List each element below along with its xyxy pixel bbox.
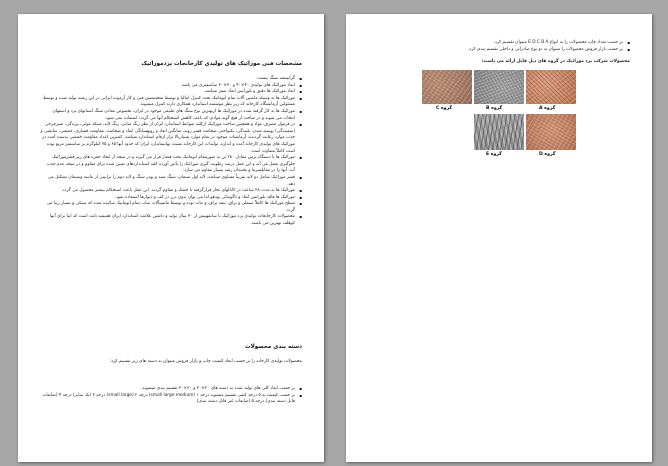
sample-caption-a: گروه A (539, 106, 556, 111)
spec-item: ▪ گرانیتشه سنگ نیست. (40, 76, 302, 83)
granite-sample-e (474, 114, 524, 150)
granite-sample-a (526, 70, 576, 104)
section-list (40, 386, 302, 406)
spec-item: ▪ موزائیک ها فاقد تلورانس ابعاد و تاگونیائی بودهو لذا می توان بدون درز در کف و دیوارها استفاده نمود. (40, 195, 302, 202)
print-type-list (368, 40, 630, 53)
spec-item: ▪ موزائیک ها به وسیله ماشین آلات تمام اتوماتیک تحت کنترل ایتالیا و توسط متخصصین فنی و کار آزموده ایرانی در این رشته تولید شده و توسط مسئولین آزمایشگاه کارخانه که زیر نظر موسسه استاندارد همکاری دارند کنترل میشوند. (40, 96, 302, 109)
print-type-item: ▪ بر حسب بازار فروش محصولات را میتوان به دو نوع صادراتی و داخلی تقسیم بندی کرد. (368, 47, 630, 54)
sample-caption-d: گروه D (539, 152, 556, 157)
groups-intro: محصولات شرکت یزد موزائیک در گروه های ذیل قابل ارائه می باشند: (481, 59, 630, 64)
print-type-item: ▪ بر حسب تعداد چاپ محصولات را به انواع E D C B A میتوان تقسیم کرد. (368, 40, 630, 47)
spec-item: ▪ سطح موزائیک ها کاملاً صیقلی و براق، نیمه براق، و مات بوده و توسط ماشینآلات ساب تمام اتوماتیک سائیده شده که سبکی و بسیار زیبا می گردد. (40, 201, 302, 214)
sample-caption-b: گروه B (486, 106, 503, 111)
sample-caption-e: گروه E (486, 152, 502, 157)
spec-list (40, 76, 302, 228)
granite-sample-d (526, 114, 576, 150)
spec-item: ▪ موزائیک ها به مدت ۲۸ ساعت در کانالهای بخار قرارگرفته تا خشک و مقاوم گردند. این عمل باعث استحکام بیشتر محصول می گردد. (40, 188, 302, 195)
section-title: دسته بندی محصولات (245, 344, 302, 350)
section-intro: محصولات تولیدی کارخانه را بر حسب ابعاد کیفیت چاپ و بازار فروش میتوان به دسته های زیر تقسیم کرد: (109, 359, 302, 364)
granite-sample-c (422, 70, 472, 104)
spec-item: ▪ قشر موزائیک شامل دو لایه تقریباً مساوی میباشد، لایه اول سیمان، سنگ شبه و پودر سنگ و لایه دوم را تراپینی از ماسه وسیمان تشکیل می دهد. (40, 175, 302, 188)
spec-item: ▪ محصولات کارخانجات تولیدی یزد موزائیک با سابقهبیش از ۳۰ سال تولید و داشتن علامت استاندارد ایران همیشه ثابت است که اینا برای آنها کوهلف بهترین می باشند. (40, 214, 302, 227)
document-page-right (346, 14, 652, 462)
spec-item: ▪ موزائیک ها با دستگاه پرس معادل ۲۸۰ تن به صورتتمام اتوماتیک تحت فشار قرار می گیرند و در نتیجه از ایجاد حفره های زیر قشرموزائیک جلوگیری بعمل می آید و این عمل درصد رطوبت گیری موزائیک را پائین آورده کلیه استانداردهای تعیین شده برای مقاوم و در نتیجه عدم جذب آب، آنها را در مقابلسرما و یخبندان رشد بسیار مقاوم می سازد. (40, 155, 302, 175)
document-page-left (18, 14, 324, 462)
spec-item: ▪ ابعاد موزائیک های تولیدی ۴۰×۴۰ و ۳۰×۳۰ سانتیمتری می باشد. (40, 83, 302, 90)
spec-title: مشخصات فنی موزائیک های تولیدی کارخانجات یزدموزائیک (141, 61, 302, 67)
section-item: ▪ بر حسب کیفیت به ۵ درجه کیفی تقسیم میشوند درجه ۱ (small large medium) درجه ۲ (small large) درجه ۳ (تک سایز) درجه ۴ (ضایعات قابل دسته بندی) درجه ۵ (ضایعات غیر قابل دسته بندی). (40, 393, 302, 406)
spec-item: ▪ موزائیک ها به کار گرفته شده در موزائیک ها ازبهترین نوع سنگ های طبیعی موجود در ایران، بخصوص معادن سنگ استانهای یزد و اصفهان انتخاب می شوند و در ساخت از هیچ گونه موادی که باعث کاهش استحکام آنها می گردد، استفاده نمی شود. (40, 109, 302, 122)
spec-item: ▪ ابعاد موزائیک ها دقیق و تلورانس ابعاد صفر میباشد. (40, 89, 302, 96)
sample-caption-c: گروه C (436, 106, 453, 111)
spec-item: ▪ در فرمول مصرف مواد و همچنین ساخت موزائیک ازکلیه ضوابط استاندارد ایران از نظر رنگ مبانی، رنگ لایه، شبکه موئی، پریدگی، شیرچرخی (سمبیدگی) پوسته شدن، تلبیدگی، یکنواختی ضخامت قشر رویه، میانگین ابعاد و روپهسانگی ابعاد و ضخامت، مقاومت فشاری، خمشی، سایشی و جذب موارد رعایت گردیده، آزمایشات موجود در تمام موارد بسیاربالا تراز ارقام استاندارد میباشد. کمترین اعداد مقاومت خمشی بدست آمده در موزائیک های تولیدی کارخانه آمده و اندازه، تولیدات این کارخانه نسبت بهاستاندارد ایران که حدود آنها ۶۵ و ۷۵ کیلوگرم بر سانتیمتر مربع بوده است کاملاً متفاوت است. (40, 122, 302, 155)
granite-sample-b (474, 70, 524, 104)
section-item: ▪ بر حسب ابعاد کلی های تولید شده به دسته های ۲۰×۲۰ و ۳۰×۳۰ تقسیم بندی میشوند. (40, 386, 302, 393)
